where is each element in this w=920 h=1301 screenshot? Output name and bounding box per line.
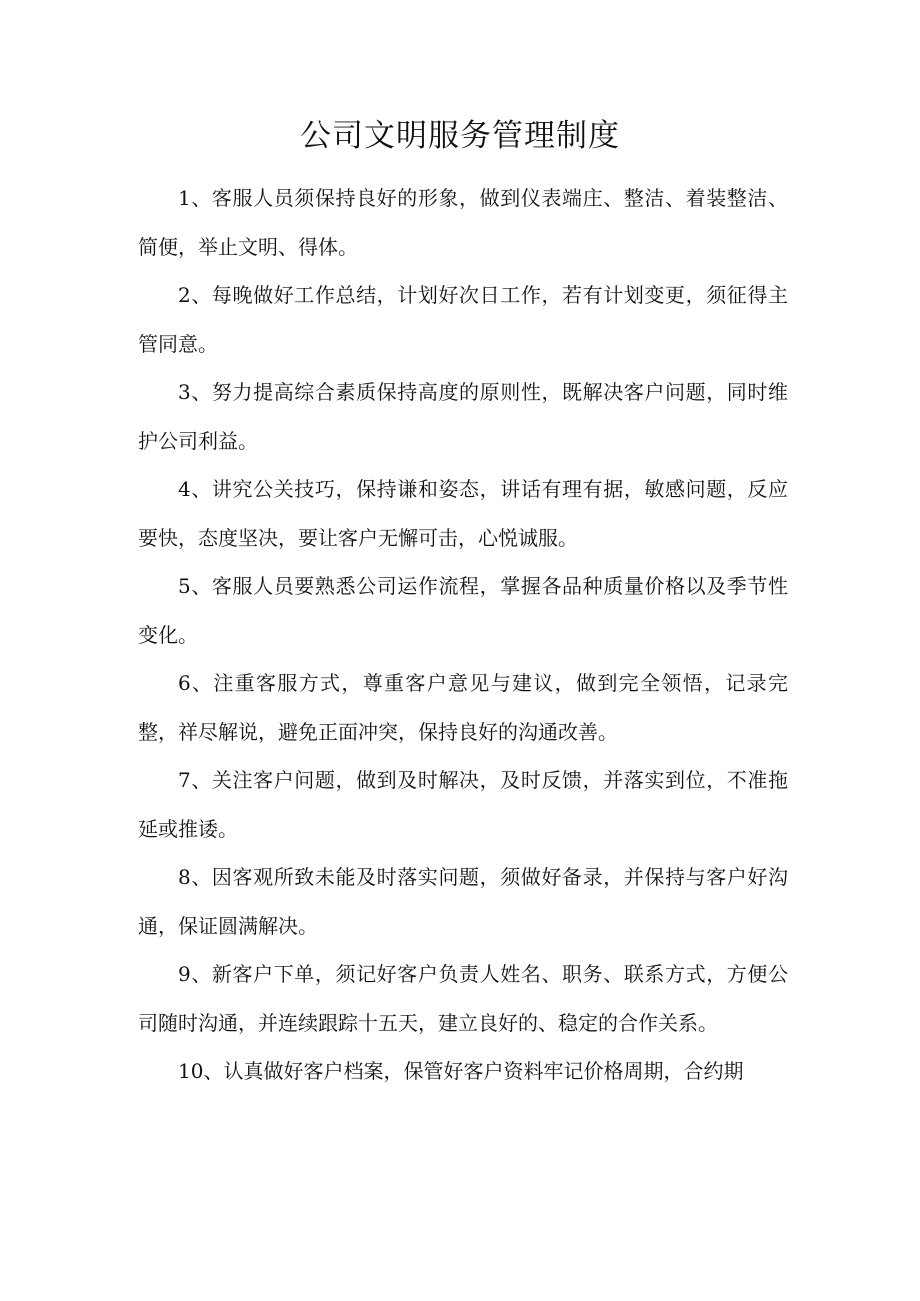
document-title: 公司文明服务管理制度 [300,118,620,154]
regulation-item-5: 5、客服人员要熟悉公司运作流程，掌握各品种质量价格以及季节性变化。 [138,574,788,647]
regulation-item-7: 7、关注客户问题，做到及时解决，及时反馈，并落实到位，不准拖延或推诿。 [138,768,788,841]
regulation-item-2: 2、每晚做好工作总结，计划好次日工作，若有计划变更，须征得主管同意。 [138,283,788,356]
regulation-item-8: 8、因客观所致未能及时落实问题，须做好备录，并保持与客户好沟通，保证圆满解决。 [138,865,788,938]
regulation-item-3: 3、努力提高综合素质保持高度的原则性，既解决客户问题，同时维护公司利益。 [138,380,788,453]
regulation-item-6: 6、注重客服方式，尊重客户意见与建议，做到完全领悟，记录完整，祥尽解说，避免正面冲突，保持良好的沟通改善。 [138,671,788,744]
regulation-item-1: 1、客服人员须保持良好的形象，做到仪表端庄、整洁、着装整洁、简便，举止文明、得体。 [138,186,788,259]
regulation-item-9: 9、新客户下单，须记好客户负责人姓名、职务、联系方式，方便公司随时沟通，并连续跟踪十五天，建立良好的、稳定的合作关系。 [138,962,788,1035]
regulation-list [138,174,788,1096]
regulation-item-10: 10、认真做好客户档案，保管好客户资料牢记价格周期，合约期 [178,1059,744,1083]
regulation-item-4: 4、讲究公关技巧，保持谦和姿态，讲话有理有据，敏感问题，反应要快，态度坚决，要让客户无懈可击，心悦诚服。 [138,477,788,550]
